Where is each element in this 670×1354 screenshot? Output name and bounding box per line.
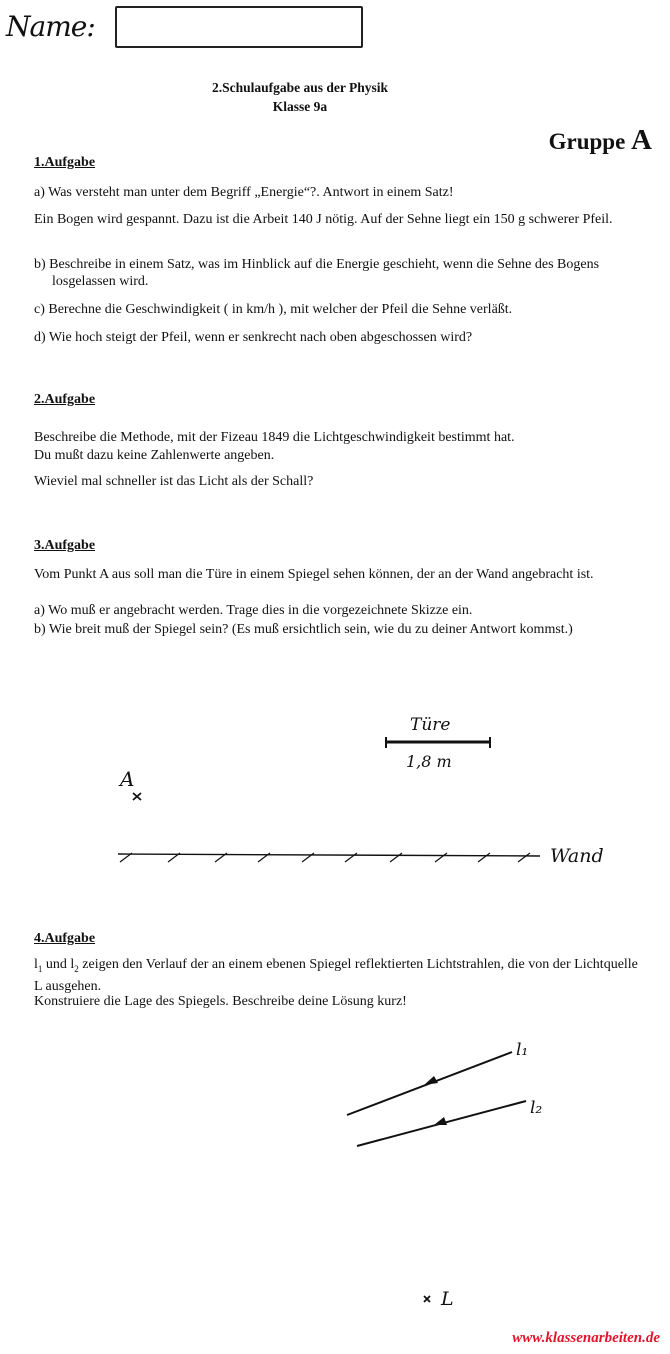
task1-question-a: a) Was versteht man unter dem Begriff „Energie“?. Antwort in einem Satz! xyxy=(34,185,454,200)
task1-question-d: d) Wie hoch steigt der Pfeil, wenn er senkrecht nach oben abgeschossen wird? xyxy=(34,330,473,345)
task3-question-b: b) Wie breit muß der Spiegel sein? (Es muß ersichtlich sein, wie du zu deiner Antwort kommst.) xyxy=(34,622,573,637)
group-word: Gruppe xyxy=(548,129,626,154)
task2-line3: Wieviel mal schneller ist das Licht als der Schall? xyxy=(34,474,314,489)
task4-line2: Konstruiere die Lage des Spiegels. Beschreibe deine Lösung kurz! xyxy=(34,994,407,1009)
und-text: und l xyxy=(42,957,75,972)
task1-intro: Ein Bogen wird gespannt. Dazu ist die Arbeit 140 J nötig. Auf der Sehne liegt ein 150 g schwerer Pfeil. xyxy=(34,212,613,227)
task2-line1: Beschreibe die Methode, mit der Fizeau 1849 die Lichtgeschwindigkeit bestimmt hat. xyxy=(34,430,515,445)
exam-title: 2.Schulaufgabe aus der Physik xyxy=(211,80,389,95)
point-a-label: A xyxy=(120,767,135,791)
task2-heading: 2.Aufgabe xyxy=(34,392,96,407)
task3-heading: 3.Aufgabe xyxy=(34,538,96,553)
l1-sub: 1 xyxy=(37,963,43,974)
task4-heading: 4.Aufgabe xyxy=(34,931,96,946)
l2-sub: 2 xyxy=(74,963,79,974)
group-letter: A xyxy=(631,124,652,156)
name-label: Name: xyxy=(6,10,95,43)
ray-l2-arrow xyxy=(434,1117,447,1125)
task4-line1-rest: zeigen den Verlauf der an einem ebenen Spiegel reflektierten Lichtstrahlen, die von der Lichtquelle L ausgehen. xyxy=(34,957,638,994)
website-footer: www.klassenarbeiten.de xyxy=(512,1330,660,1346)
door-label: Türe xyxy=(410,715,451,735)
ray1-label: l₁ xyxy=(516,1040,529,1060)
ray2-label: l₂ xyxy=(530,1098,543,1118)
l1-letter: l xyxy=(34,957,38,972)
task2-line2: Du mußt dazu keine Zahlenwerte angeben. xyxy=(34,448,275,463)
ray-l1-arrow xyxy=(424,1076,438,1085)
task1-question-b: b) Beschreibe in einem Satz, was im Hinblick auf die Energie geschieht, wenn die Sehne des Bogens losgelassen wird. xyxy=(34,257,600,289)
task4-sketch xyxy=(347,1052,526,1302)
task3-sketch xyxy=(118,737,540,862)
task1-heading: 1.Aufgabe xyxy=(34,155,96,170)
wall-line xyxy=(118,854,540,856)
task1-question-c: c) Berechne die Geschwindigkeit ( in km/h ), mit welcher der Pfeil die Sehne verläßt. xyxy=(34,302,513,317)
door-width-label: 1,8 m xyxy=(406,752,452,771)
exam-class: Klasse 9a xyxy=(272,99,328,114)
wall-label: Wand xyxy=(550,845,604,867)
source-l-label: L xyxy=(441,1288,454,1310)
task3-question-a: a) Wo muß er angebracht werden. Trage dies in die vorgezeichnete Skizze ein. xyxy=(34,603,473,618)
task3-intro: Vom Punkt A aus soll man die Türe in einem Spiegel sehen können, der an der Wand angebracht ist. xyxy=(34,567,594,582)
